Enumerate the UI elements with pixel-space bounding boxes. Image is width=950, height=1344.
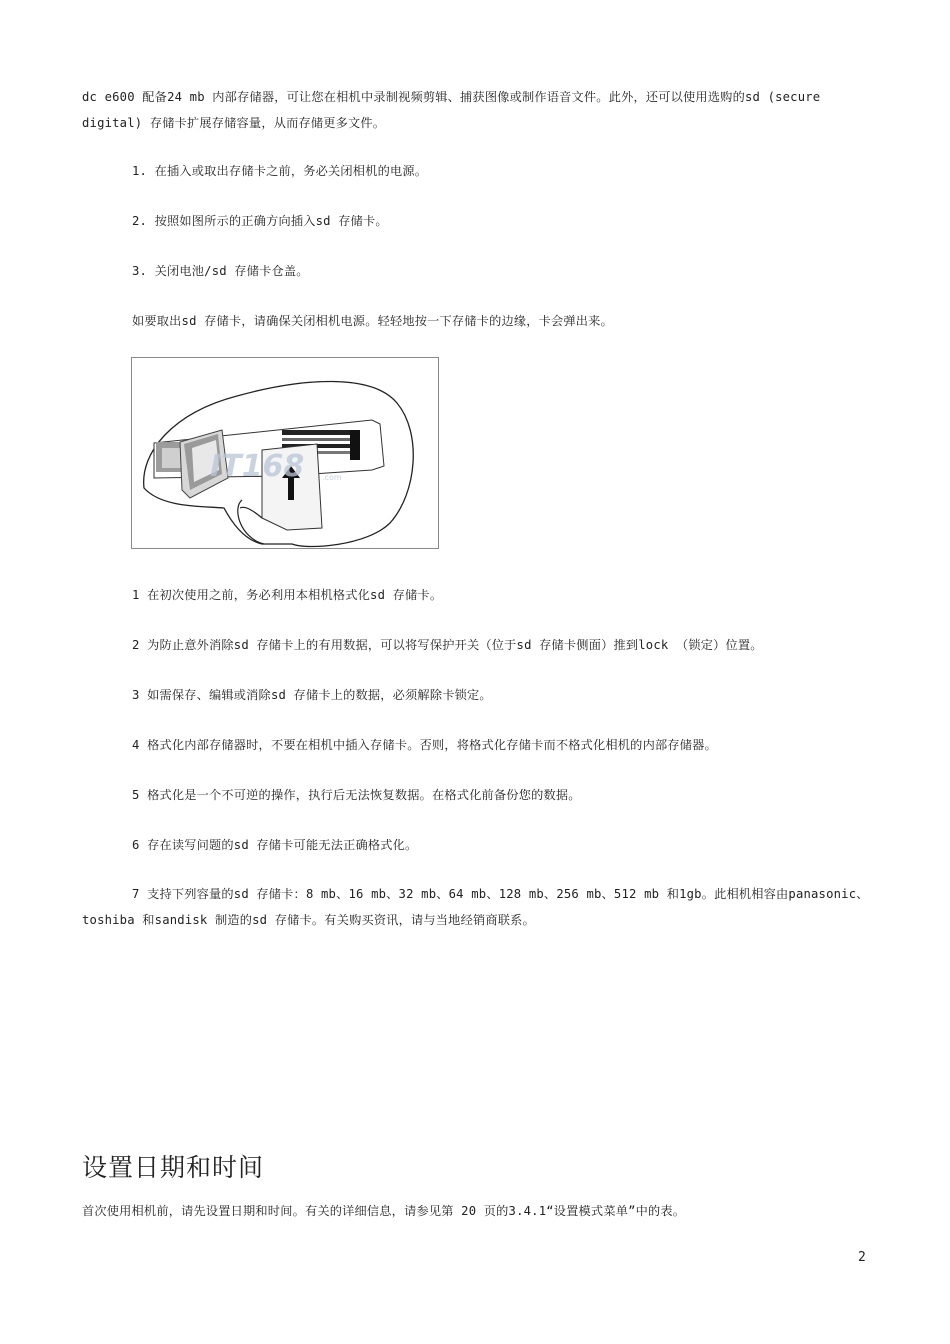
step-1: 1. 在插入或取出存储卡之前，务必关闭相机的电源。 [132, 164, 428, 178]
section-heading: 设置日期和时间 [82, 1153, 265, 1182]
sd-card-insertion-illustration [131, 357, 439, 549]
note-2: 2 为防止意外消除sd 存储卡上的有用数据，可以将写保护开关（位于sd 存储卡侧面）推到lock （锁定）位置。 [132, 638, 763, 652]
note-7: 7 支持下列容量的sd 存储卡：8 mb、16 mb、32 mb、64 mb、128 mb、256 mb、512 mb 和1gb。此相机相容由panasonic、toshiba 和sandisk 制造的sd 存储卡。有关购买资讯，请与当地经销商联系。 [82, 887, 869, 927]
note-6: 6 存在读写问题的sd 存储卡可能无法正确格式化。 [132, 838, 418, 852]
note-3: 3 如需保存、编辑或消除sd 存储卡上的数据，必须解除卡锁定。 [132, 688, 492, 702]
step-2: 2. 按照如图所示的正确方向插入sd 存储卡。 [132, 214, 388, 228]
watermark-domain: .com [322, 473, 342, 482]
note-5: 5 格式化是一个不可逆的操作，执行后无法恢复数据。在格式化前备份您的数据。 [132, 788, 581, 802]
remove-card-note: 如要取出sd 存储卡，请确保关闭相机电源。轻轻地按一下存储卡的边缘，卡会弹出来。 [132, 314, 613, 328]
page-number: 2 [858, 1250, 866, 1265]
note-4: 4 格式化内部存储器时，不要在相机中插入存储卡。否则，将格式化存储卡而不格式化相机的内部存储器。 [132, 738, 717, 752]
intro-paragraph: dc e600 配备24 mb 内部存储器，可让您在相机中录制视频剪辑、捕获图像或制作语音文件。此外，还可以使用选购的sd (secure digital) 存储卡扩展存储容量，从而存储更多文件。 [82, 90, 821, 130]
section-body: 首次使用相机前，请先设置日期和时间。有关的详细信息，请参见第 20 页的3.4.1“设置模式菜单”中的表。 [82, 1204, 686, 1218]
note-1: 1 在初次使用之前，务必利用本相机格式化sd 存储卡。 [132, 588, 443, 602]
watermark-logo: IT168 [210, 449, 305, 484]
step-3: 3. 关闭电池/sd 存储卡仓盖。 [132, 264, 309, 278]
